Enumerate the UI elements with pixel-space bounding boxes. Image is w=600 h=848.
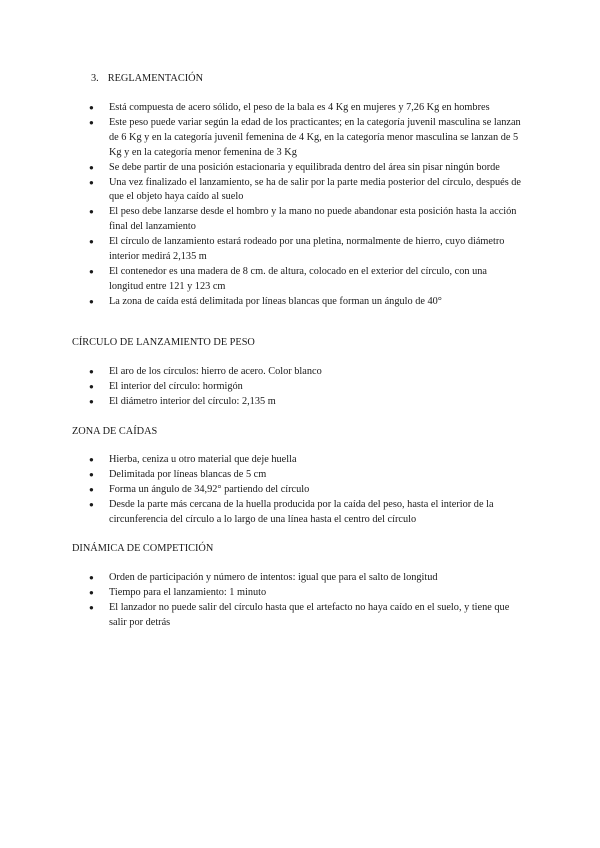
zona-heading: ZONA DE CAÍDAS <box>72 426 158 437</box>
list-item: ● Está compuesta de acero sólido, el peso de la bala es 4 Kg en mujeres y 7,26 Kg en hombres <box>0 101 600 116</box>
section-3-heading <box>91 72 203 87</box>
zona-list <box>0 453 600 528</box>
list-item: ● Se debe partir de una posición estacionaria y equilibrada dentro del área sin pisar ningún borde <box>0 161 600 176</box>
list-item: ● Este peso puede variar según la edad de los practicantes; en la categoría juvenil masculina se lanzan de 6 Kg y en la categoría juvenil femenina de 4 Kg, en la categoría menor masculina se lanzan de 5 Kg y en la categoría menor femenina de 3 Kg <box>89 116 521 158</box>
bullet-icon: ● <box>89 266 94 276</box>
bullet-icon: ● <box>89 587 94 597</box>
dinamica-heading: DINÁMICA DE COMPETICIÓN <box>72 543 214 554</box>
list-item: ● Orden de participación y número de intentos: igual que para el salto de longitud <box>0 571 600 586</box>
bullet-icon: ● <box>89 381 94 391</box>
circulo-heading: CÍRCULO DE LANZAMIENTO DE PESO <box>72 337 255 348</box>
list-item: ● Forma un ángulo de 34,92° partiendo del círculo <box>0 483 600 498</box>
bullet-icon: ● <box>89 396 94 406</box>
list-item: ● Desde la parte más cercana de la huella producida por la caída del peso, hasta el interior de la circunferencia del círculo a lo largo de una línea hasta el centro del círculo <box>89 498 494 525</box>
bullet-icon: ● <box>89 207 94 217</box>
reglamentacion-list <box>0 101 600 310</box>
section-number: 3. <box>91 73 99 84</box>
bullet-icon: ● <box>89 602 94 612</box>
list-item: ● Hierba, ceniza u otro material que deje huella <box>0 453 600 468</box>
bullet-icon: ● <box>89 162 94 172</box>
list-item: ● El círculo de lanzamiento estará rodeado por una pletina, normalmente de hierro, cuyo diámetro interior medirá 2,135 m <box>89 236 505 263</box>
bullet-icon: ● <box>89 573 94 582</box>
bullet-icon: ● <box>89 469 94 479</box>
list-item: ● El lanzador no puede salir del círculo hasta que el artefacto no haya caído en el suelo, y tiene que salir por detrás <box>89 601 510 628</box>
bullet-icon: ● <box>89 117 94 127</box>
list-item: ● El aro de los círculos: hierro de acero. Color blanco <box>0 365 600 380</box>
bullet-icon: ● <box>89 484 94 494</box>
list-item: ● La zona de caída está delimitada por líneas blancas que forman un ángulo de 40° <box>0 295 600 310</box>
bullet-icon: ● <box>89 455 94 464</box>
circulo-list <box>0 365 600 410</box>
section-title: REGLAMENTACIÓN <box>107 73 204 84</box>
bullet-icon: ● <box>89 367 94 376</box>
list-item: ● El contenedor es una madera de 8 cm. de altura, colocado en el exterior del círculo, con una longitud entre 121 y 123 cm <box>89 265 487 292</box>
dinamica-list <box>0 571 600 631</box>
list-item: ● Tiempo para el lanzamiento: 1 minuto <box>0 586 600 601</box>
bullet-icon: ● <box>89 103 94 112</box>
list-item: ● El peso debe lanzarse desde el hombro y la mano no puede abandonar esta posición hasta la acción final del lanzamiento <box>89 206 517 233</box>
bullet-icon: ● <box>89 296 94 306</box>
bullet-icon: ● <box>89 177 94 187</box>
bullet-icon: ● <box>89 499 94 509</box>
list-item: ● El interior del círculo: hormigón <box>0 380 600 395</box>
list-item: ● Delimitada por líneas blancas de 5 cm <box>0 468 600 483</box>
list-item: ● El diámetro interior del círculo: 2,135 m <box>0 395 600 410</box>
list-item: ● Una vez finalizado el lanzamiento, se ha de salir por la parte media posterior del círculo, después de que el objeto haya caído al suelo <box>89 176 521 203</box>
bullet-icon: ● <box>89 237 94 247</box>
